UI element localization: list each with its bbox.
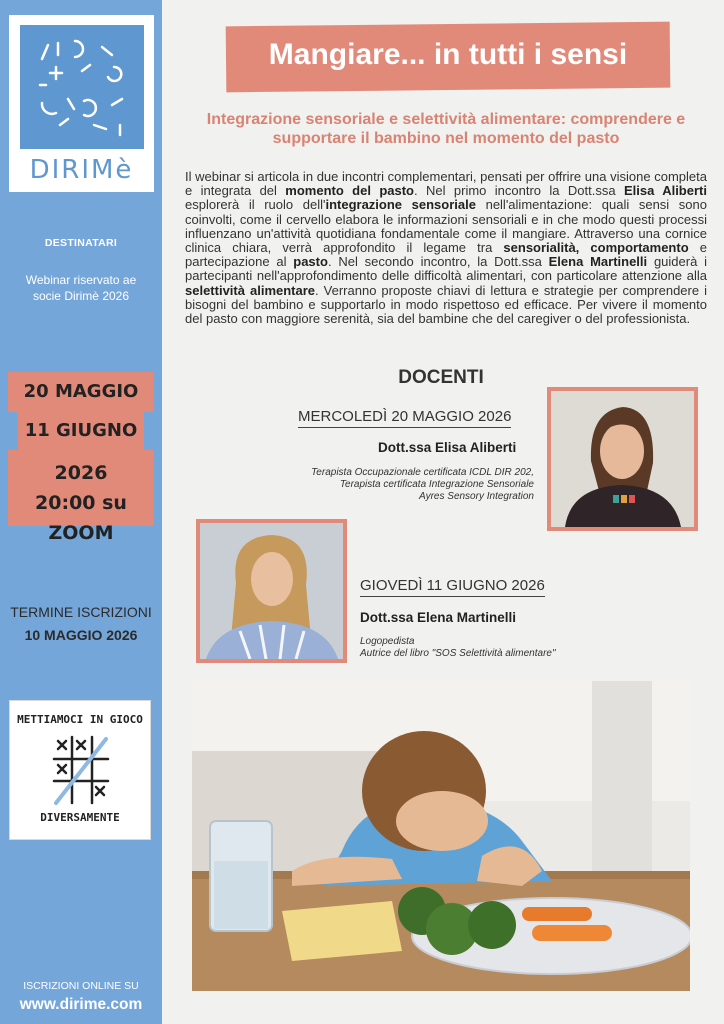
- description-paragraph: Il webinar si articola in due incontri complementari, pensati per offrire una visione completa e integrata del momento del pasto. Nel primo incontro la Dott.ssa Elisa Aliberti esplorerà il ruolo dell'integrazione sensoriale nell'alimentazione: quali sensi sono coinvolti, come il cervello elabora le informazioni sensoriali e in che modo questi processi influenzano un'attività quotidiana fondamentale come il mangiare. Attraverso una cornice clinica chiara, verrà approfondito il legame tra sensorialità, comportamento e partecipazione al pasto. Nel secondo incontro, la Dott.ssa Elena Martinelli guiderà i partecipanti nell'approfondimento delle difficoltà alimentari, con particolare attenzione alla selettività alimentare. Verranno proposte chiavi di lettura e strategie per comprendere i bisogni del bambino e supportarlo in modo rispettoso ed efficace. Per vivere il momento del pasto con maggiore serenità, sia del bambine che del caregiver o del professionista.: [185, 169, 707, 327]
- page-title: Mangiare... in tutti i sensi: [268, 38, 628, 71]
- dirime-logo: [9, 15, 154, 192]
- iscrizioni-label: ISCRIZIONI ONLINE SU: [23, 980, 139, 992]
- second-teacher-credentials: Logopedista Autrice del libro "SOS Selettività alimentare": [360, 636, 556, 659]
- child-at-table-photo: [192, 681, 690, 991]
- second-session-date: GIOVEDÌ 11 GIUGNO 2026: [360, 577, 545, 597]
- date-time-block: [8, 450, 154, 544]
- termine-heading: TERMINE ISCRIZIONI: [10, 604, 152, 620]
- page-subtitle: Integrazione sensoriale e selettività alimentare: comprendere e supportare il bambino nel momento del pasto: [206, 111, 686, 147]
- docenti-heading: DOCENTI: [398, 367, 484, 388]
- first-teacher-photo: [547, 387, 698, 531]
- diversamente-badge: [9, 700, 151, 840]
- date-time: 20:00 su ZOOM: [35, 492, 127, 544]
- date-year: 2026: [54, 462, 108, 484]
- first-session-date: MERCOLEDÌ 20 MAGGIO 2026: [298, 408, 511, 428]
- logo-symbols: [20, 25, 144, 149]
- destinatari-text: Webinar riservato ae socie Dirimè 2026: [25, 273, 137, 303]
- destinatari-heading: DESTINATARI: [44, 237, 118, 249]
- badge-top-text: METTIAMOCI IN GIOCO: [17, 713, 143, 726]
- date-first: 20 MAGGIO: [8, 372, 154, 412]
- second-teacher-name: Dott.ssa Elena Martinelli: [360, 610, 517, 625]
- website-link[interactable]: www.dirime.com: [19, 996, 143, 1013]
- first-teacher-credentials: Terapista Occupazionale certificata ICDL DIR 202, Terapista certificata Integrazione Sensoriale Ayres Sensory Integration: [311, 467, 534, 502]
- tic-tac-toe-icon: [50, 733, 112, 807]
- second-teacher-photo: [196, 519, 347, 663]
- badge-bottom-text: DIVERSAMENTE: [40, 811, 120, 824]
- first-teacher-name: Dott.ssa Elisa Aliberti: [378, 440, 517, 455]
- date-second: 11 GIUGNO: [18, 412, 144, 450]
- sidebar: [0, 0, 162, 1024]
- termine-date: 10 MAGGIO 2026: [24, 627, 138, 643]
- logo-wordmark: DIRIMè: [29, 155, 134, 185]
